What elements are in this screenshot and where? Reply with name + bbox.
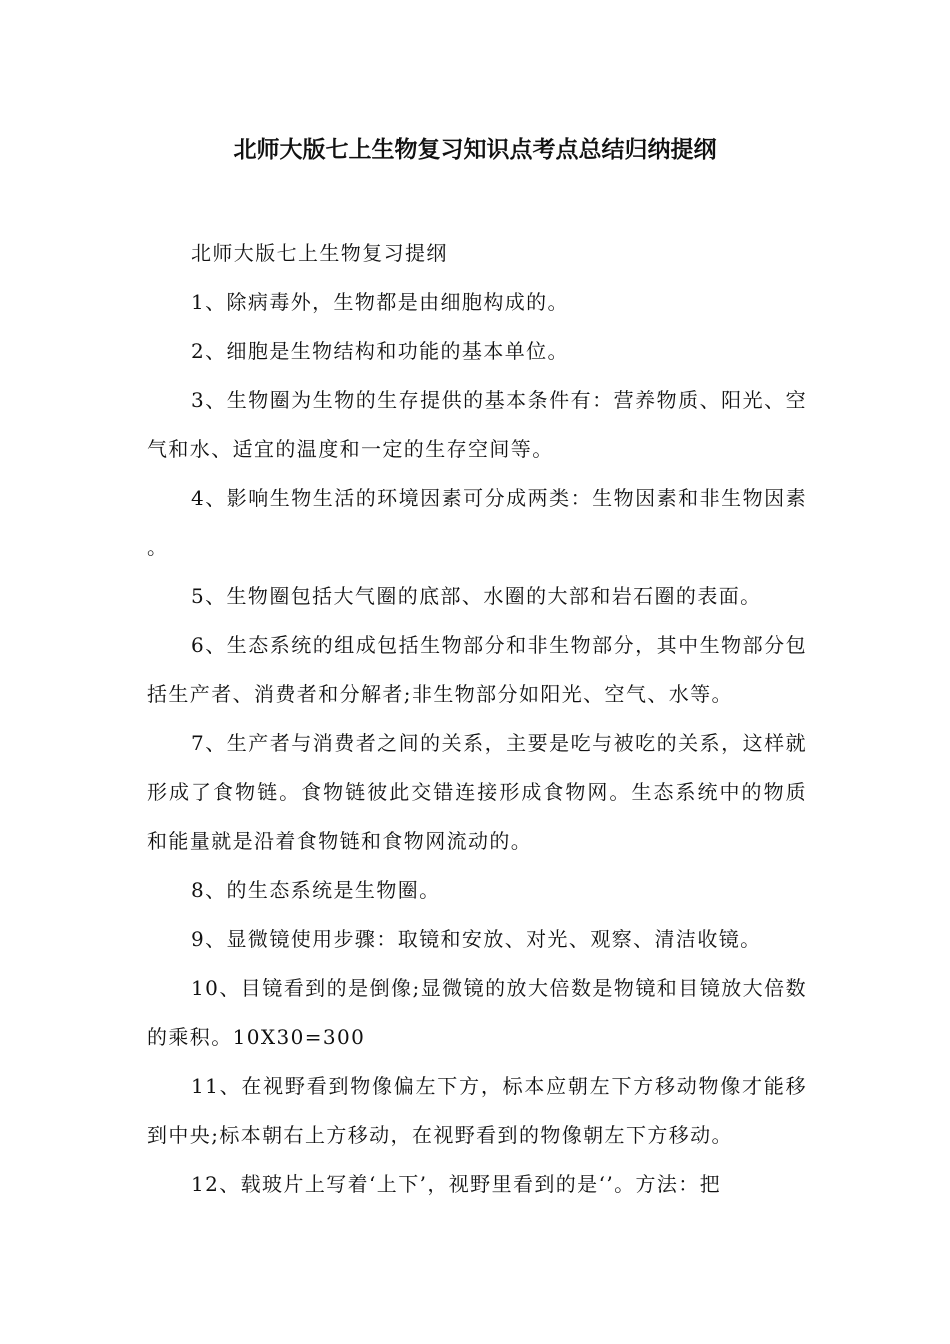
outline-item-8: 8、的生态系统是生物圈。	[191, 878, 441, 902]
outline-item-5: 5、生物圈包括大气圈的底部、水圈的大部和岩石圈的表面。	[191, 584, 762, 608]
outline-item-9: 9、显微镜使用步骤：取镜和安放、对光、观察、清洁收镜。	[191, 927, 762, 951]
outline-item-4: 4、影响生物生活的环境因素可分成两类：生物因素和非生物因素。	[147, 486, 807, 559]
document-body	[147, 229, 807, 1209]
outline-item-6: 6、生态系统的组成包括生物部分和非生物部分，其中生物部分包括生产者、消费者和分解者;非生物部分如阳光、空气、水等。	[147, 633, 807, 706]
outline-item-2: 2、细胞是生物结构和功能的基本单位。	[191, 339, 569, 363]
outline-item-7: 7、生产者与消费者之间的关系，主要是吃与被吃的关系，这样就形成了食物链。食物链彼此交错连接形成食物网。生态系统中的物质和能量就是沿着食物链和食物网流动的。	[147, 731, 807, 853]
outline-item-10: 10、目镜看到的是倒像;显微镜的放大倍数是物镜和目镜放大倍数的乘积。10X30=300	[147, 976, 807, 1049]
document-title: 北师大版七上生物复习知识点考点总结归纳提纲	[233, 137, 717, 163]
outline-heading: 北师大版七上生物复习提纲	[191, 241, 448, 265]
outline-item-12: 12、载玻片上写着‘上下’，视野里看到的是‘’。方法：把	[191, 1172, 722, 1196]
outline-item-1: 1、除病毒外，生物都是由细胞构成的。	[191, 290, 569, 314]
outline-item-3: 3、生物圈为生物的生存提供的基本条件有：营养物质、阳光、空气和水、适宜的温度和一定的生存空间等。	[147, 388, 807, 461]
outline-item-11: 11、在视野看到物像偏左下方，标本应朝左下方移动物像才能移到中央;标本朝右上方移动，在视野看到的物像朝左下方移动。	[147, 1074, 807, 1147]
